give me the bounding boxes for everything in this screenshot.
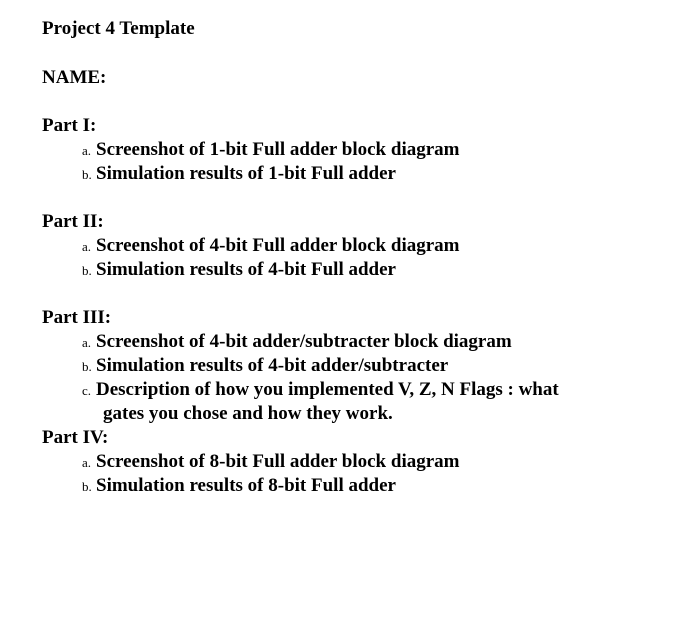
list-item-text: Screenshot of 1-bit Full adder block diagram <box>96 139 460 160</box>
list-marker: c. <box>82 383 92 398</box>
list-marker: a. <box>82 239 92 254</box>
list-item-text: Simulation results of 4-bit adder/subtracter <box>96 355 449 376</box>
list-marker: a. <box>82 335 92 350</box>
list-item-text: Description of how you implemented V, Z, N Flags : what <box>96 379 559 400</box>
list-item <box>82 138 459 163</box>
list-item-text: Simulation results of 8-bit Full adder <box>96 475 396 496</box>
list-item-text: Simulation results of 1-bit Full adder <box>96 163 396 184</box>
document-title: Project 4 Template <box>42 18 195 39</box>
list-item-text: Screenshot of 4-bit Full adder block diagram <box>96 235 460 256</box>
list-item <box>82 450 459 475</box>
list-item <box>82 234 459 259</box>
list-item <box>82 258 396 283</box>
list-marker: b. <box>82 479 92 494</box>
list-item-text: Screenshot of 4-bit adder/subtracter block diagram <box>96 331 512 352</box>
list-item <box>82 378 559 403</box>
list-marker: a. <box>82 455 92 470</box>
list-marker: a. <box>82 143 92 158</box>
name-label: NAME: <box>42 67 107 88</box>
list-item <box>82 330 512 355</box>
list-marker: b. <box>82 167 92 182</box>
part-3-heading: Part III: <box>42 307 112 328</box>
part-1-heading: Part I: <box>42 115 97 136</box>
part-2-heading: Part II: <box>42 211 104 232</box>
list-item-text: Simulation results of 4-bit Full adder <box>96 259 396 280</box>
list-item <box>82 162 396 187</box>
list-item <box>82 474 396 499</box>
list-item-text: Screenshot of 8-bit Full adder block diagram <box>96 451 460 472</box>
list-item <box>82 354 448 379</box>
part-4-heading: Part IV: <box>42 427 109 448</box>
list-marker: b. <box>82 263 92 278</box>
list-item-continuation: gates you chose and how they work. <box>103 403 393 424</box>
list-marker: b. <box>82 359 92 374</box>
